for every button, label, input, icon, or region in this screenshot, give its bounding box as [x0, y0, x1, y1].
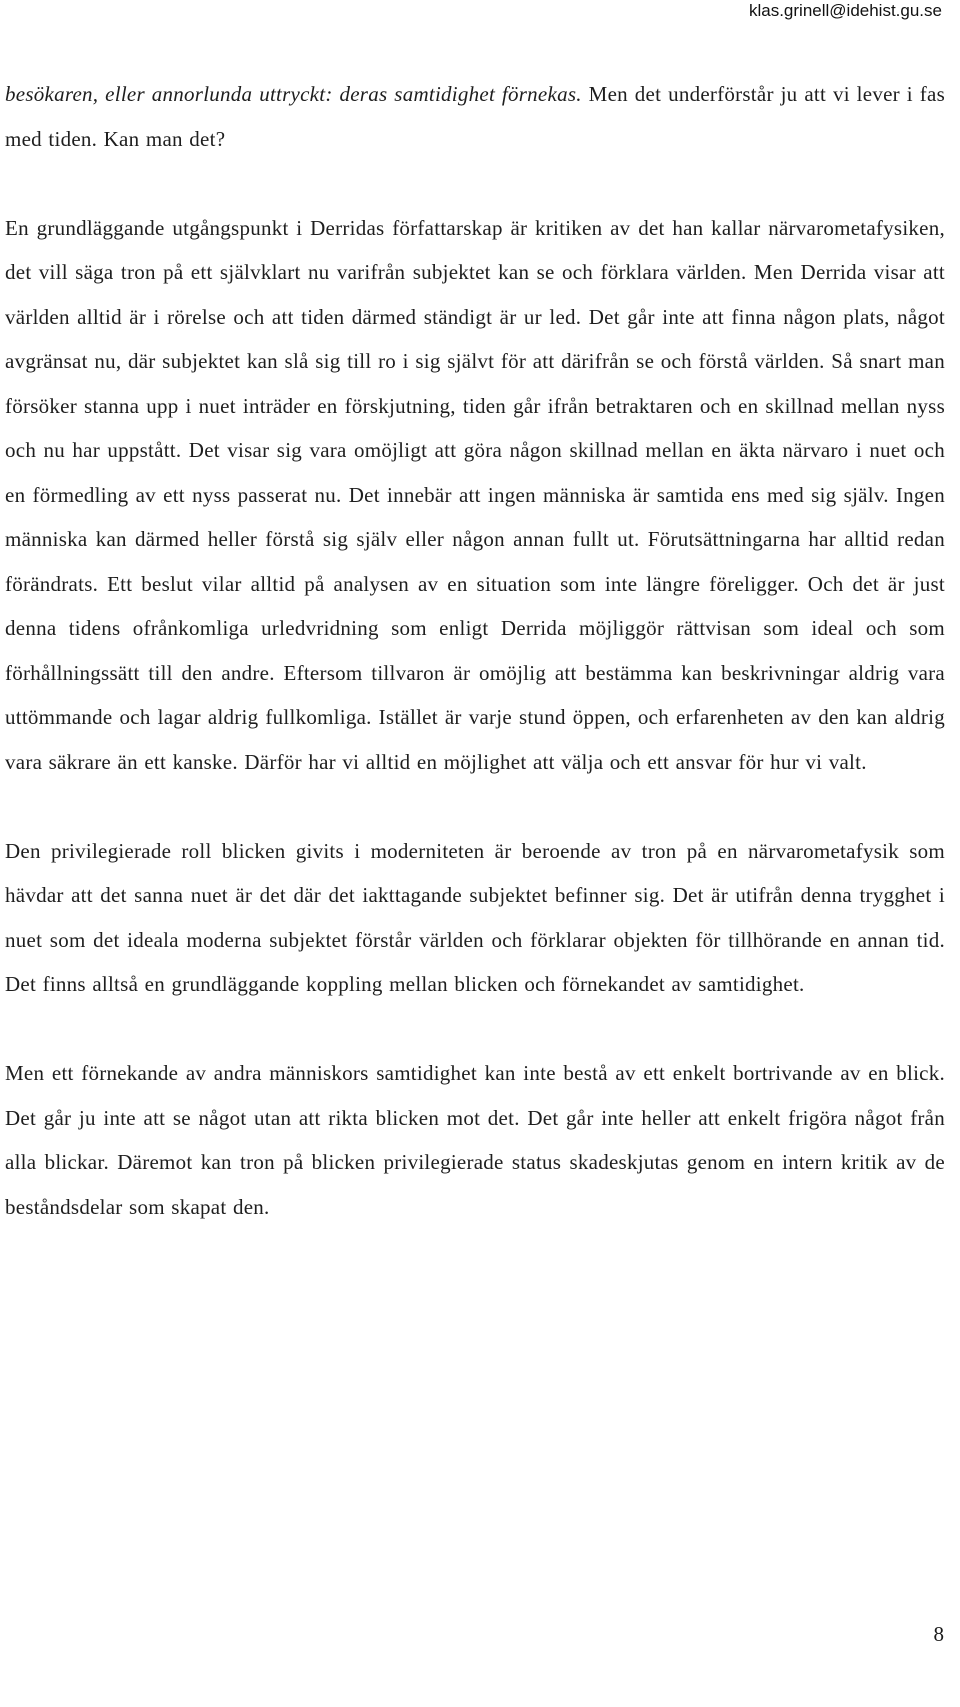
- paragraph-2: En grundläggande utgångspunkt i Derridas författarskap är kritiken av det han kallar närvarometafysiken, det vill säga tron på ett självklart nu varifrån subjektet kan se och förklara världen. Men Derrida visar att världen alltid är i rörelse och att tiden därmed ständigt är ur led. Det går inte att finna någon plats, något avgränsat nu, där subjektet kan slå sig till ro i sig självt för att därifrån se och förstå världen. Så snart man försöker stanna upp i nuet inträder en förskjutning, tiden går ifrån betraktaren och en skillnad mellan nyss och nu har uppstått. Det visar sig vara omöjligt att göra någon skillnad mellan en äkta närvaro i nuet och en förmedling av ett nyss passerat nu. Det innebär att ingen människa är samtida ens med sig själv. Ingen människa kan därmed heller förstå sig själv eller någon annan fullt ut. Förutsättningarna har alltid redan förändrats. Ett beslut vilar alltid på analysen av en situation som inte längre föreligger. Och det är just denna tidens ofrånkomliga urledvridning som enligt Derrida möjliggör rättvisan som ideal och som förhållningssätt till den andre. Eftersom tillvaron är omöjlig att bestämma kan beskrivningar aldrig vara uttömmande och lagar aldrig fullkomliga. Istället är varje stund öppen, och erfarenheten av den kan aldrig vara säkrare än ett kanske. Därför har vi alltid en möjlighet att välja och ett ansvar för hur vi valt.: [5, 215, 945, 774]
- paragraph-4: Men ett förnekande av andra människors samtidighet kan inte bestå av ett enkelt bortrivande av en blick. Det går ju inte att se något utan att rikta blicken mot det. Det går inte heller att enkelt frigöra något från alla blickar. Däremot kan tron på blicken privilegierade status skadeskjutas genom en intern kritik av de beståndsdelar som skapat den.: [5, 1061, 945, 1219]
- paragraph-1-rest: Men det underförstår ju att vi lever i fas med tiden. Kan man det?: [5, 82, 946, 151]
- paragraph-3: Den privilegierade roll blicken givits i moderniteten är beroende av tron på en närvarometafysik som hävdar att det sanna nuet är det där det iakttagande subjektet befinner sig. Det är utifrån denna trygghet i nuet som det ideala moderna subjektet förstår världen och förklarar objekten för tillhörande en annan tid. Det finns alltså en grundläggande koppling mellan blicken och förnekandet av samtidighet.: [5, 838, 945, 996]
- paragraph-1-italic: besökaren, eller annorlunda uttryckt: deras samtidighet förnekas.: [5, 82, 582, 106]
- paragraph-1: [5, 72, 945, 161]
- document-body: [5, 72, 945, 1229]
- page-number: 8: [933, 1622, 944, 1646]
- author-email: klas.grinell@idehist.gu.se: [748, 1, 942, 20]
